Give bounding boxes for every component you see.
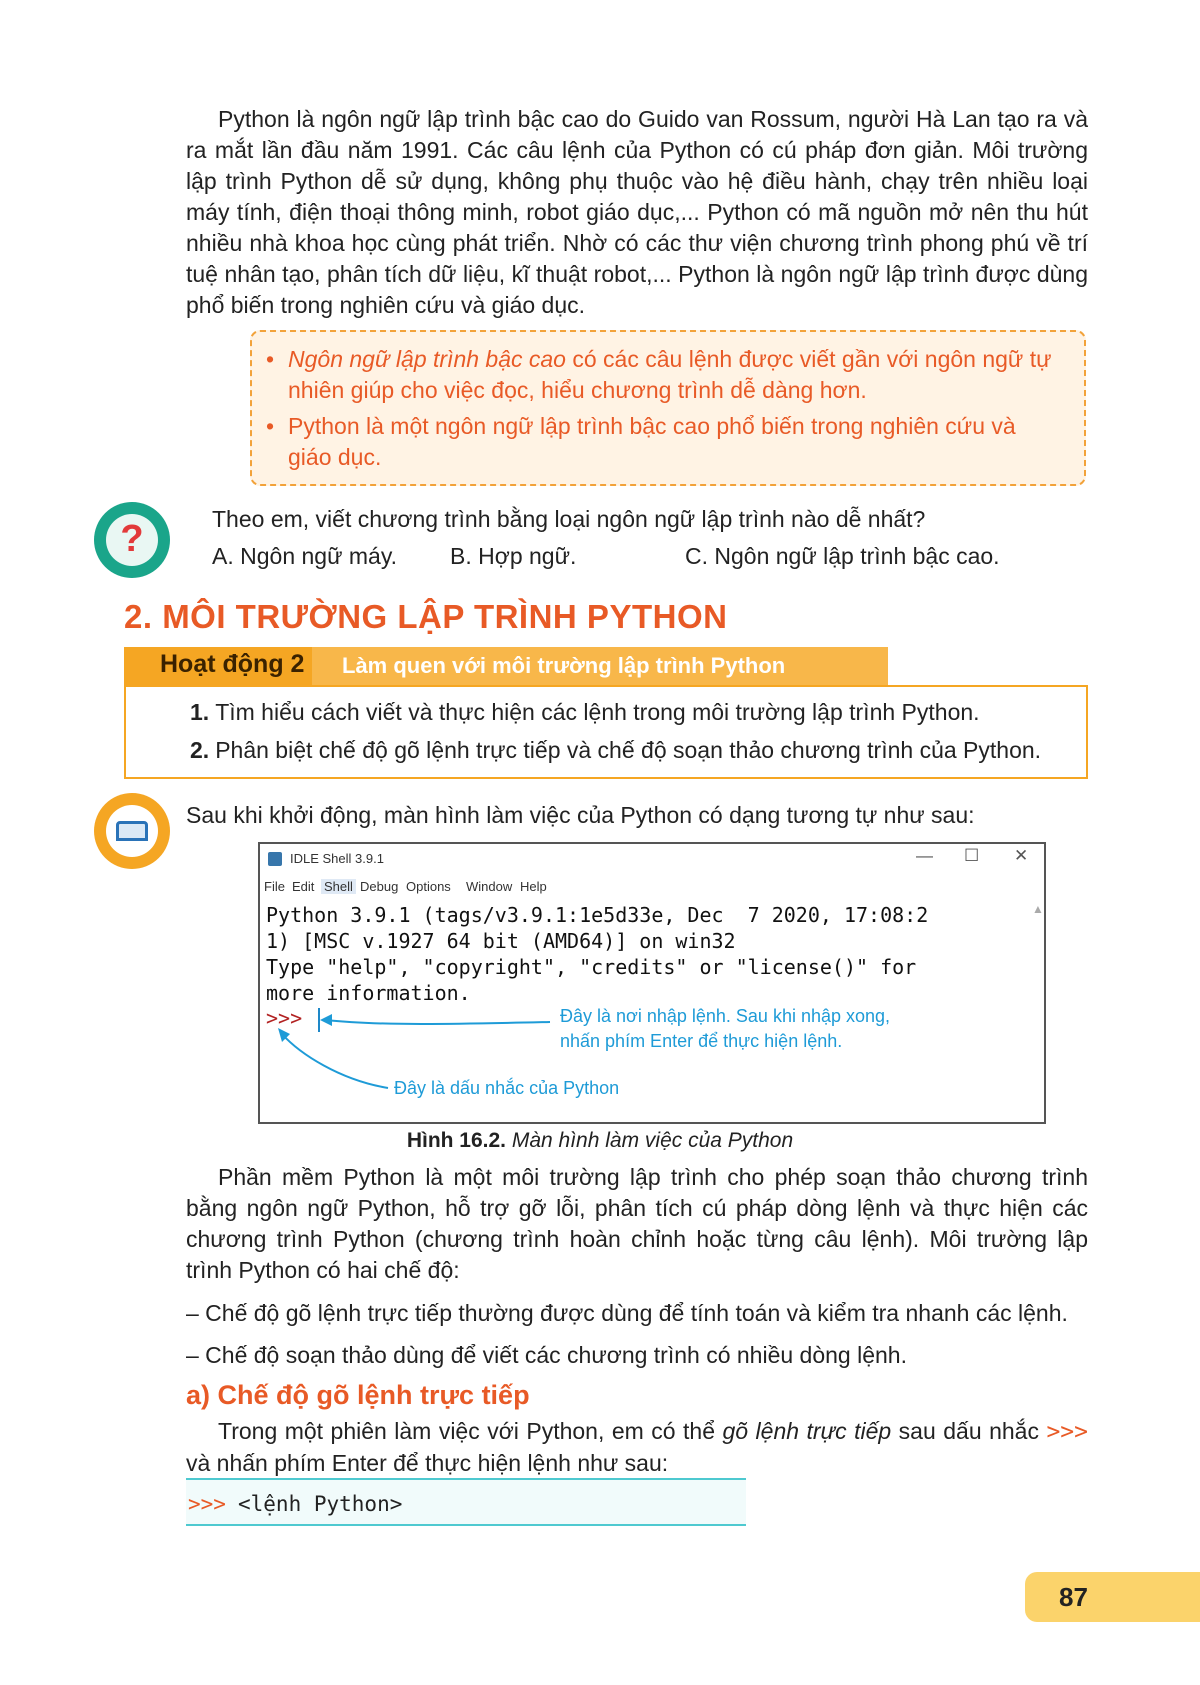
console-line: more information. — [266, 981, 471, 1005]
idle-shell-window — [258, 842, 1046, 1124]
activity-item-1 — [190, 697, 980, 728]
mode-editor: – Chế độ soạn thảo dùng để viết các chương trình có nhiều dòng lệnh. — [186, 1342, 907, 1368]
annotation-arrows — [260, 844, 1044, 1122]
activity-item-1-number: 1. — [190, 699, 210, 725]
figure-caption-label: Hình 16.2. — [406, 1129, 507, 1152]
key-point-2: • Python là một ngôn ngữ lập trình bậc cao phổ biến trong nghiên cứu và giáo dục. — [288, 411, 1058, 473]
arrow-head-input — [320, 1014, 332, 1026]
direct-mode-paragraph — [186, 1416, 1088, 1479]
p3-before: Trong một phiên làm việc với Python, em có thể — [218, 1418, 723, 1444]
code-text: <lệnh Python> — [238, 1492, 403, 1516]
activity-item-2 — [190, 735, 1041, 766]
question-icon: ? — [94, 502, 170, 578]
intro-paragraph: Python là ngôn ngữ lập trình bậc cao do Guido van Rossum, người Hà Lan tạo ra và ra mắt lần đầu năm 1991. Các câu lệnh của Python có cú pháp đơn giản. Môi trường lập trình Python dễ sử dụng, không phụ thuộc vào hệ điều hành, chạy trên nhiều loại máy tính, điện thoại thông minh, robot giáo dục,... Python có mã nguồn mở nên thu hút nhiều nhà khoa học cùng phát triển. Nhờ có các thư viện chương trình phong phú về trí tuệ nhân tạo, phân tích dữ liệu, kĩ thuật robot,... Python là ngôn ngữ lập trình được dùng phổ biến trong nghiên cứu và giáo dục. — [186, 106, 1088, 318]
section-title: 2. MÔI TRƯỜNG LẬP TRÌNH PYTHON — [124, 598, 728, 635]
python-prompt: >>> — [266, 1006, 303, 1030]
p3-middle: sau dấu nhắc — [891, 1418, 1047, 1444]
menu-file[interactable]: File — [264, 879, 285, 894]
software-paragraph: Phần mềm Python là một môi trường lập trình cho phép soạn thảo chương trình bằng ngôn ngữ Python, hỗ trợ gỡ lỗi, phân tích cú pháp dòng lệnh và thực hiện các chương trình Python (chương trình hoàn chỉnh hoặc từng câu lệnh). Môi trường lập trình Python có hai chế độ: — [186, 1164, 1088, 1283]
key-point-1-term: Ngôn ngữ lập trình bậc cao — [288, 346, 566, 372]
annotation-input — [560, 1004, 890, 1054]
console-line: Type "help", "copyright", "credits" or "license()" for — [266, 955, 917, 979]
scroll-up-icon[interactable]: ▲ — [1032, 902, 1044, 916]
annotation-input-line-2: nhấn phím Enter để thực hiện lệnh. — [560, 1031, 843, 1051]
subsection-title: a) Chế độ gõ lệnh trực tiếp — [186, 1380, 530, 1410]
activity-header — [124, 647, 888, 685]
activity-item-2-number: 2. — [190, 737, 210, 763]
menu-help[interactable]: Help — [520, 879, 547, 894]
question-text: Theo em, viết chương trình bằng loại ngôn ngữ lập trình nào dễ nhất? — [212, 506, 926, 532]
menu-shell[interactable]: Shell — [321, 879, 356, 894]
figure-caption — [0, 1129, 1200, 1153]
menu-edit[interactable]: Edit — [292, 879, 315, 894]
console-line: 1) [MSC v.1927 64 bit (AMD64)] on win32 — [266, 929, 736, 953]
p3-after: và nhấn phím Enter để thực hiện lệnh như sau: — [186, 1450, 669, 1476]
arrow-to-prompt — [282, 1034, 388, 1088]
key-point-1 — [288, 344, 1058, 406]
activity-label: Hoạt động 2 — [160, 650, 305, 678]
option-c: C. Ngôn ngữ lập trình bậc cao. — [685, 543, 1000, 569]
activity-box — [124, 685, 1088, 779]
option-a: A. Ngôn ngữ máy. — [212, 543, 397, 569]
page-number-tab — [1025, 1572, 1200, 1622]
figure-caption-text: Màn hình làm việc của Python — [506, 1129, 794, 1152]
menu-debug[interactable]: Debug — [360, 879, 399, 894]
console-line: Python 3.9.1 (tags/v3.9.1:1e5d33e, Dec 7 2020, 17:08:2 — [266, 903, 929, 927]
page-number: 87 — [1059, 1582, 1088, 1612]
menu-options[interactable]: Options — [406, 879, 451, 894]
p3-prompt: >>> — [1046, 1419, 1088, 1445]
code-prompt: >>> — [188, 1492, 226, 1516]
mode-direct: – Chế độ gõ lệnh trực tiếp thường được dùng để tính toán và kiểm tra nhanh các lệnh. — [186, 1300, 1068, 1326]
activity-item-1-text: Tìm hiểu cách viết và thực hiện các lệnh trong môi trường lập trình Python. — [215, 699, 980, 725]
close-button[interactable]: ✕ — [1014, 846, 1029, 865]
idle-window-title: IDLE Shell 3.9.1 — [290, 851, 384, 866]
menu-window[interactable]: Window — [466, 879, 513, 894]
annotation-input-line-1: Đây là nơi nhập lệnh. Sau khi nhập xong, — [560, 1006, 891, 1026]
key-point-1-text: có các câu lệnh được viết gần với ngôn ngữ tự nhiên giúp cho việc đọc, hiểu chương trình dễ dàng hơn. — [288, 346, 1052, 403]
activity-title: Làm quen với môi trường lập trình Python — [342, 653, 786, 678]
annotation-prompt: Đây là dấu nhắc của Python — [394, 1078, 620, 1098]
maximize-button[interactable]: ☐ — [964, 846, 980, 865]
question-options — [212, 541, 1092, 572]
book-icon — [94, 793, 170, 869]
key-points-callout — [250, 330, 1086, 486]
p3-italic: gõ lệnh trực tiếp — [722, 1418, 892, 1444]
option-b: B. Hợp ngữ. — [450, 543, 577, 569]
minimize-button[interactable]: — — [916, 846, 933, 865]
arrow-to-input — [326, 1020, 550, 1024]
activity-item-2-text: Phân biệt chế độ gõ lệnh trực tiếp và chế độ soạn thảo chương trình của Python. — [215, 737, 1042, 763]
reading-text: Sau khi khởi động, màn hình làm việc của Python có dạng tương tự như sau: — [186, 802, 975, 828]
code-example — [186, 1478, 746, 1526]
